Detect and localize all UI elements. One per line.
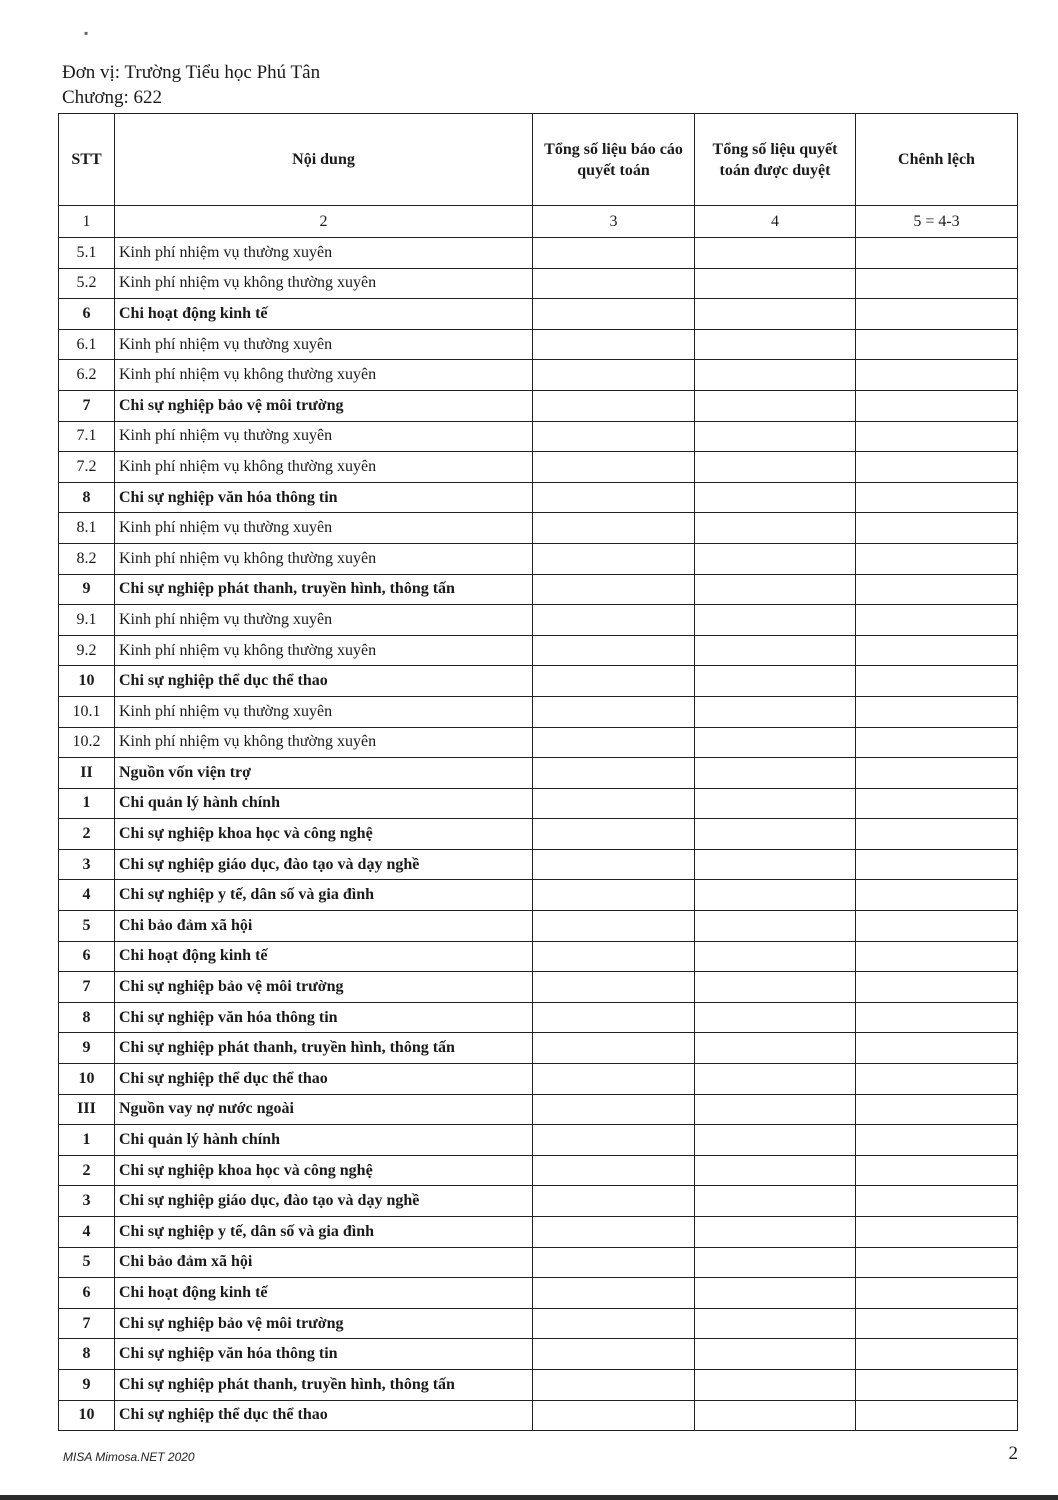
row-stt: 9.2 [59,635,115,666]
row-stt: 2 [59,1155,115,1186]
chapter-code: Chương: 622 [62,87,163,108]
row-difference [856,1247,1018,1278]
row-difference [856,880,1018,911]
row-stt: 7.1 [59,421,115,452]
row-stt: 3 [59,849,115,880]
table-row [59,1002,1018,1033]
row-reported-total [533,819,695,850]
table-row [59,1155,1018,1186]
row-reported-total [533,1033,695,1064]
table-row [59,1400,1018,1431]
row-stt: 6 [59,1278,115,1309]
row-stt: 2 [59,819,115,850]
row-difference [856,1002,1018,1033]
table-row [59,1217,1018,1248]
row-difference [856,819,1018,850]
table-row [59,788,1018,819]
table-row [59,574,1018,605]
table-row [59,1094,1018,1125]
column-header-approved-total: Tổng số liệu quyết toán được duyệt [695,114,856,206]
table-row [59,1033,1018,1064]
row-difference [856,1186,1018,1217]
row-reported-total [533,911,695,942]
row-content: Chi sự nghiệp khoa học và công nghệ [115,819,533,850]
row-difference [856,972,1018,1003]
table-row [59,1064,1018,1095]
column-header-content: Nội dung [115,114,533,206]
row-approved-total [695,727,856,758]
column-number: 3 [533,206,695,238]
table-row [59,360,1018,391]
row-stt: 9 [59,574,115,605]
table-row [59,1369,1018,1400]
column-header-reported-total: Tổng số liệu báo cáo quyết toán [533,114,695,206]
row-difference [856,238,1018,269]
row-content: Chi sự nghiệp y tế, dân số và gia đình [115,1217,533,1248]
row-stt: 8.1 [59,513,115,544]
row-content: Chi sự nghiệp thể dục thể thao [115,1064,533,1095]
row-stt: 9.1 [59,605,115,636]
row-content: Chi quản lý hành chính [115,788,533,819]
row-difference [856,911,1018,942]
row-approved-total [695,513,856,544]
row-reported-total [533,268,695,299]
row-content: Chi sự nghiệp giáo dục, đào tạo và dạy nghề [115,849,533,880]
row-approved-total [695,666,856,697]
row-content: Kinh phí nhiệm vụ thường xuyên [115,329,533,360]
row-difference [856,390,1018,421]
row-difference [856,1125,1018,1156]
row-approved-total [695,1308,856,1339]
table-row [59,819,1018,850]
row-approved-total [695,574,856,605]
row-approved-total [695,1125,856,1156]
row-content: Kinh phí nhiệm vụ không thường xuyên [115,268,533,299]
row-content: Kinh phí nhiệm vụ không thường xuyên [115,635,533,666]
row-reported-total [533,238,695,269]
table-header-row [59,114,1018,206]
row-approved-total [695,1033,856,1064]
row-difference [856,1064,1018,1095]
row-content: Chi sự nghiệp văn hóa thông tin [115,1002,533,1033]
row-reported-total [533,727,695,758]
table-row [59,666,1018,697]
row-reported-total [533,972,695,1003]
row-difference [856,268,1018,299]
row-difference [856,421,1018,452]
table-row [59,1339,1018,1370]
row-stt: 3 [59,1186,115,1217]
row-content: Chi quản lý hành chính [115,1125,533,1156]
software-footer: MISA Mimosa.NET 2020 [63,1450,195,1464]
row-difference [856,1339,1018,1370]
row-approved-total [695,1064,856,1095]
row-approved-total [695,452,856,483]
row-approved-total [695,1155,856,1186]
row-difference [856,758,1018,789]
row-approved-total [695,911,856,942]
row-difference [856,299,1018,330]
page-number: 2 [1008,1443,1018,1464]
row-difference [856,1094,1018,1125]
column-header-difference: Chênh lệch [856,114,1018,206]
row-difference [856,696,1018,727]
row-approved-total [695,1186,856,1217]
row-stt: II [59,758,115,789]
row-difference [856,727,1018,758]
row-content: Kinh phí nhiệm vụ không thường xuyên [115,543,533,574]
row-reported-total [533,880,695,911]
table-row [59,390,1018,421]
row-reported-total [533,1339,695,1370]
row-reported-total [533,513,695,544]
row-difference [856,482,1018,513]
row-content: Chi sự nghiệp văn hóa thông tin [115,1339,533,1370]
row-stt: 5.1 [59,238,115,269]
row-content: Nguồn vốn viện trợ [115,758,533,789]
scan-dot-mark: ▪ [84,26,89,40]
row-stt: 4 [59,1217,115,1248]
row-content: Kinh phí nhiệm vụ thường xuyên [115,696,533,727]
row-content: Kinh phí nhiệm vụ không thường xuyên [115,360,533,391]
row-reported-total [533,1186,695,1217]
row-stt: 9 [59,1033,115,1064]
row-stt: 1 [59,788,115,819]
table-row [59,268,1018,299]
row-stt: 1 [59,1125,115,1156]
row-approved-total [695,329,856,360]
table-row [59,1308,1018,1339]
row-approved-total [695,360,856,391]
row-reported-total [533,758,695,789]
table-row [59,972,1018,1003]
row-difference [856,849,1018,880]
row-content: Kinh phí nhiệm vụ thường xuyên [115,605,533,636]
row-content: Kinh phí nhiệm vụ không thường xuyên [115,727,533,758]
scan-bottom-edge [0,1495,1058,1500]
row-content: Chi bảo đảm xã hội [115,911,533,942]
row-content: Chi sự nghiệp phát thanh, truyền hình, thông tấn [115,1369,533,1400]
table-row [59,911,1018,942]
row-stt: 5 [59,1247,115,1278]
row-reported-total [533,788,695,819]
document-header [62,60,320,110]
row-content: Chi sự nghiệp thể dục thể thao [115,666,533,697]
row-difference [856,329,1018,360]
row-stt: 8 [59,482,115,513]
table-row [59,513,1018,544]
table-row [59,421,1018,452]
row-reported-total [533,1155,695,1186]
column-number: 2 [115,206,533,238]
table-row [59,452,1018,483]
row-stt: 10 [59,1400,115,1431]
row-reported-total [533,1247,695,1278]
row-stt: 6 [59,299,115,330]
row-reported-total [533,605,695,636]
row-content: Chi hoạt động kinh tế [115,299,533,330]
row-difference [856,574,1018,605]
row-stt: 7 [59,1308,115,1339]
row-approved-total [695,238,856,269]
row-reported-total [533,696,695,727]
row-approved-total [695,1247,856,1278]
row-content: Kinh phí nhiệm vụ thường xuyên [115,238,533,269]
row-reported-total [533,635,695,666]
row-content: Chi hoạt động kinh tế [115,941,533,972]
row-content: Chi sự nghiệp bảo vệ môi trường [115,1308,533,1339]
row-content: Chi sự nghiệp phát thanh, truyền hình, thông tấn [115,1033,533,1064]
row-approved-total [695,421,856,452]
column-numbering-row [59,206,1018,238]
row-difference [856,452,1018,483]
row-content: Chi hoạt động kinh tế [115,1278,533,1309]
column-number: 1 [59,206,115,238]
table-row [59,758,1018,789]
row-approved-total [695,482,856,513]
table-row [59,238,1018,269]
row-reported-total [533,941,695,972]
row-difference [856,1400,1018,1431]
settlement-table [58,113,1018,1431]
row-difference [856,1217,1018,1248]
row-stt: 9 [59,1369,115,1400]
row-content: Chi sự nghiệp y tế, dân số và gia đình [115,880,533,911]
row-approved-total [695,941,856,972]
row-reported-total [533,390,695,421]
row-content: Chi sự nghiệp phát thanh, truyền hình, thông tấn [115,574,533,605]
row-approved-total [695,635,856,666]
row-approved-total [695,880,856,911]
row-reported-total [533,1278,695,1309]
table-row [59,605,1018,636]
row-approved-total [695,696,856,727]
row-reported-total [533,329,695,360]
row-stt: 5.2 [59,268,115,299]
row-reported-total [533,1002,695,1033]
row-difference [856,543,1018,574]
row-approved-total [695,390,856,421]
row-approved-total [695,758,856,789]
row-reported-total [533,1064,695,1095]
row-reported-total [533,360,695,391]
row-reported-total [533,1400,695,1431]
row-approved-total [695,1094,856,1125]
row-content: Chi bảo đảm xã hội [115,1247,533,1278]
row-approved-total [695,1278,856,1309]
row-approved-total [695,972,856,1003]
table-row [59,1125,1018,1156]
row-stt: 10.2 [59,727,115,758]
row-stt: 6.2 [59,360,115,391]
column-number: 5 = 4-3 [856,206,1018,238]
row-reported-total [533,1217,695,1248]
row-stt: 8 [59,1339,115,1370]
row-reported-total [533,849,695,880]
table-body [59,238,1018,1431]
row-stt: 4 [59,880,115,911]
table-row [59,1186,1018,1217]
row-difference [856,513,1018,544]
row-reported-total [533,482,695,513]
table-row [59,482,1018,513]
row-approved-total [695,1002,856,1033]
unit-name: Đơn vị: Trường Tiểu học Phú Tân [62,62,321,83]
row-approved-total [695,268,856,299]
row-approved-total [695,1217,856,1248]
row-content: Chi sự nghiệp thể dục thể thao [115,1400,533,1431]
row-stt: 10 [59,1064,115,1095]
row-stt: 10 [59,666,115,697]
row-approved-total [695,849,856,880]
row-approved-total [695,299,856,330]
row-reported-total [533,543,695,574]
row-reported-total [533,421,695,452]
row-content: Chi sự nghiệp bảo vệ môi trường [115,390,533,421]
row-reported-total [533,666,695,697]
row-stt: 7.2 [59,452,115,483]
row-stt: 7 [59,390,115,421]
row-content: Nguồn vay nợ nước ngoài [115,1094,533,1125]
row-content: Kinh phí nhiệm vụ thường xuyên [115,513,533,544]
table-row [59,543,1018,574]
table-row [59,849,1018,880]
table-row [59,1247,1018,1278]
row-reported-total [533,299,695,330]
row-reported-total [533,452,695,483]
table-row [59,1278,1018,1309]
row-approved-total [695,1369,856,1400]
table-row [59,299,1018,330]
row-content: Kinh phí nhiệm vụ không thường xuyên [115,452,533,483]
row-approved-total [695,543,856,574]
row-approved-total [695,1339,856,1370]
row-stt: 8.2 [59,543,115,574]
row-reported-total [533,1094,695,1125]
table-row [59,329,1018,360]
row-stt: 8 [59,1002,115,1033]
row-stt: 6 [59,941,115,972]
row-content: Chi sự nghiệp giáo dục, đào tạo và dạy nghề [115,1186,533,1217]
table-row [59,635,1018,666]
row-difference [856,941,1018,972]
row-difference [856,1033,1018,1064]
table-row [59,696,1018,727]
row-difference [856,635,1018,666]
row-content: Chi sự nghiệp bảo vệ môi trường [115,972,533,1003]
row-approved-total [695,819,856,850]
row-difference [856,605,1018,636]
row-content: Kinh phí nhiệm vụ thường xuyên [115,421,533,452]
row-difference [856,788,1018,819]
row-reported-total [533,1125,695,1156]
table-row [59,941,1018,972]
table-row [59,727,1018,758]
column-header-stt: STT [59,114,115,206]
column-number: 4 [695,206,856,238]
row-difference [856,1155,1018,1186]
row-difference [856,1278,1018,1309]
row-reported-total [533,1308,695,1339]
row-difference [856,1308,1018,1339]
row-difference [856,1369,1018,1400]
row-difference [856,360,1018,391]
row-difference [856,666,1018,697]
row-reported-total [533,574,695,605]
row-stt: 5 [59,911,115,942]
row-approved-total [695,788,856,819]
row-approved-total [695,605,856,636]
row-reported-total [533,1369,695,1400]
row-stt: 7 [59,972,115,1003]
row-stt: III [59,1094,115,1125]
row-stt: 10.1 [59,696,115,727]
row-stt: 6.1 [59,329,115,360]
row-content: Chi sự nghiệp khoa học và công nghệ [115,1155,533,1186]
table-row [59,880,1018,911]
row-approved-total [695,1400,856,1431]
row-content: Chi sự nghiệp văn hóa thông tin [115,482,533,513]
